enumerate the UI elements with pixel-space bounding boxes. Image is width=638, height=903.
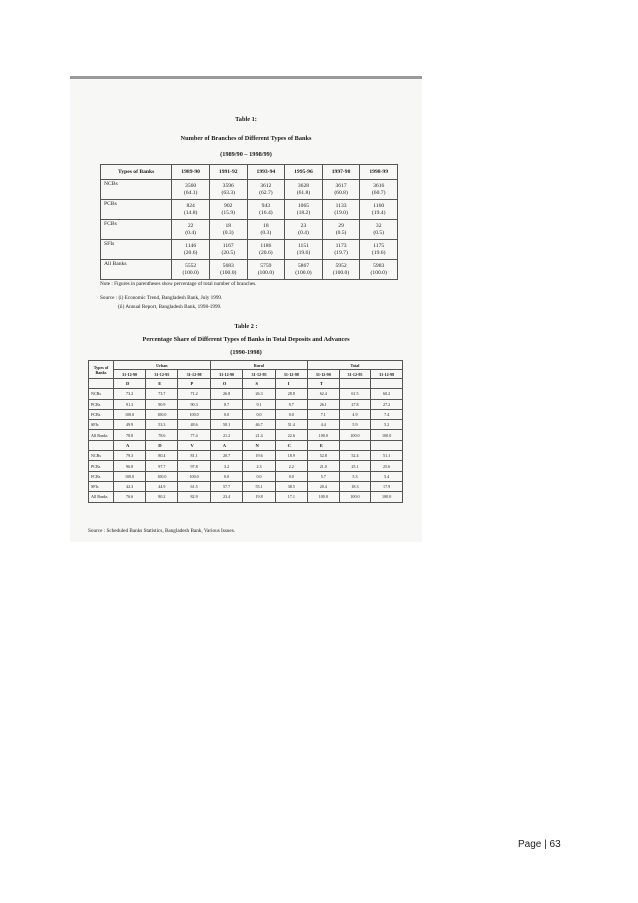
branch-count: 1167 [222,243,234,249]
advance-share: 38.5 [275,481,307,491]
deposit-share: 0.0 [243,409,275,419]
advance-row [89,481,403,491]
branches-header-year: 1995-96 [285,165,323,180]
branch-percent: (15.9) [221,209,235,216]
deposit-share: 71.2 [178,389,210,399]
bank-type-label: SFIs [101,240,172,260]
deposit-share: 22.6 [275,430,307,440]
group-rural: Rural [210,361,307,370]
deposit-share: 49.9 [114,420,146,430]
branch-count: 943 [261,203,271,209]
deposit-share: 9.7 [275,399,307,409]
advance-share: 18.3 [339,481,371,491]
deposit-letter: P [178,379,210,389]
advance-share: 100.0 [146,471,178,481]
table1-source-1: Source : (i) Economic Trend, Bangladesh Bank, July 1999. [100,295,223,301]
deposit-row [89,420,403,430]
bank-type-label: SFIs [89,481,114,491]
date-header: 31-12-95 [243,370,275,379]
deposit-share: 8.7 [210,399,243,409]
advance-share: 97.7 [146,461,178,471]
date-header: 31-12-95 [339,370,371,379]
advance-row [89,451,403,461]
advance-letter: E [307,440,339,450]
branches-cell [285,180,323,200]
advance-letter: N [243,440,275,450]
table1-period: (1989/90 – 1998/99) [220,151,272,158]
bank-type-label: SFIs [89,420,114,430]
deposit-row [89,399,403,409]
advance-share: 96.8 [114,461,146,471]
date-header: 31-12-98 [371,370,403,379]
branches-header-year: 1991-92 [209,165,247,180]
branch-percent: (16.4) [259,209,273,216]
page-number: Page | 63 [518,839,561,850]
advance-letter: C [275,440,307,450]
branch-count: 5952 [335,263,347,269]
branch-count: 5552 [185,263,197,269]
advance-row [89,461,403,471]
deposit-share: 0.0 [210,409,243,419]
bank-type-label: PCBs [89,461,114,471]
branches-header-year: 1998-99 [360,165,398,180]
advance-share: 80.2 [146,492,178,502]
branch-percent: (20.6) [183,249,198,256]
advance-share: 17.1 [275,492,307,502]
branches-cell [360,260,398,280]
advance-row [89,492,403,502]
date-header: 31-12-90 [210,370,243,379]
branches-cell [247,180,285,200]
branches-cell [247,200,285,220]
deposit-share: 46.7 [243,420,275,430]
branch-count: 3617 [335,183,347,189]
advance-letter [371,440,403,450]
advance-letter [339,440,371,450]
deposit-share: 5.2 [371,420,403,430]
date-header: 31-12-90 [114,370,146,379]
branches-cell [360,180,398,200]
deposit-share: 100.0 [339,430,371,440]
branches-cell [172,200,210,220]
deposit-share: 7.1 [307,409,339,419]
branches-cell [322,260,360,280]
branches-row [101,180,398,200]
deposit-share: 26.3 [243,389,275,399]
branches-cell [360,240,398,260]
branch-percent: (0.5) [335,229,347,236]
branch-percent: (64.1) [183,189,198,196]
table1-title: Number of Branches of Different Types of Banks [180,135,312,142]
advance-share: 25.1 [339,461,371,471]
branches-cell [172,220,210,240]
advance-letter: A [114,440,146,450]
deposit-share: 100.0 [307,430,339,440]
branches-cell [247,240,285,260]
deposits-advances-table [88,360,403,503]
branch-count: 1065 [297,203,310,209]
advance-share: 5.3 [339,471,371,481]
advance-share: 61.5 [178,481,210,491]
advance-share: 18.9 [275,451,307,461]
advance-share: 100.0 [339,492,371,502]
branches-cell [285,200,323,220]
branches-cell [285,220,323,240]
bank-type-label: PCBs [89,399,114,409]
deposit-share: 28.8 [275,389,307,399]
bank-type-label: NCBs [101,180,172,200]
advance-share: 100.0 [114,471,146,481]
group-urban: Urban [114,361,211,370]
branch-count: 18 [263,223,269,229]
branch-count: 902 [224,203,233,209]
advance-share: 0.0 [275,471,307,481]
section-blank [89,379,114,389]
advance-letter: V [178,440,210,450]
advance-share: 100.0 [307,492,339,502]
branch-percent: (20.5) [221,249,235,256]
deposit-share: 60.2 [371,389,403,399]
branch-count: 3560 [185,183,197,189]
deposit-share: 62.4 [307,389,339,399]
branches-cell [360,200,398,220]
branch-count: 3628 [297,183,310,189]
branch-count: 5683 [222,263,234,269]
bank-type-label: All Banks [101,260,172,280]
deposit-share: 100.0 [146,409,178,419]
branch-count: 1146 [185,243,197,249]
deposit-share: 78.6 [146,430,178,440]
bank-type-label: NCBs [89,451,114,461]
branches-cell [172,180,210,200]
advance-share: 21.0 [307,461,339,471]
branch-percent: (19.6) [296,249,311,256]
advance-share: 2.2 [275,461,307,471]
deposit-share: 27.8 [339,399,371,409]
branch-count: 5983 [373,263,385,269]
bank-type-label: NCBs [89,389,114,399]
branches-row [101,260,398,280]
branch-percent: (19.7) [334,249,348,256]
branch-count: 1173 [335,243,347,249]
deposit-share: 90.9 [146,399,178,409]
branch-percent: (100.0) [257,269,274,276]
deposit-share: 4.9 [339,409,371,419]
branches-cell [247,220,285,240]
table2-period: (1990-1998) [230,349,262,356]
advance-share: 79.3 [114,451,146,461]
branch-percent: (0.4) [298,229,309,236]
deposit-share: 21.4 [243,430,275,440]
table1-number: Table 1: [235,116,257,123]
branch-percent: (18.2) [296,209,311,216]
deposit-share: 73.2 [114,389,146,399]
advance-share: 97.8 [178,461,210,471]
bank-type-label: FCBs [89,471,114,481]
branches-cell [247,260,285,280]
advance-share: 3.2 [210,461,243,471]
branches-cell [209,240,247,260]
deposit-letter [339,379,371,389]
deposit-share: 50.1 [210,420,243,430]
branch-count: 5867 [297,263,310,269]
branch-count: 3612 [260,183,272,189]
advance-share: 20.7 [210,451,243,461]
deposit-row [89,409,403,419]
branch-percent: (62.7) [259,189,273,196]
deposit-letter: E [146,379,178,389]
branches-header-types: Types of Banks [101,165,172,180]
top-rule [70,76,422,79]
advance-letter: D [146,440,178,450]
branch-count: 3616 [373,183,385,189]
deposit-share: 73.7 [146,389,178,399]
advance-share: 100.0 [178,471,210,481]
deposit-share: 90.3 [178,399,210,409]
branch-percent: (0.4) [185,229,196,236]
bank-type-label: PCBs [101,200,172,220]
branch-count: 824 [186,203,195,209]
advance-share: 51.1 [371,451,403,461]
advance-share: 80.4 [146,451,178,461]
branch-count: 3596 [222,183,234,189]
branch-percent: (14.8) [183,209,198,216]
branch-percent: (63.3) [221,189,235,196]
advance-share: 44.9 [146,481,178,491]
branch-percent: (100.0) [220,269,237,276]
scanned-page-image [70,76,422,542]
bank-type-label: FCBs [101,220,172,240]
table2-source: Source : Scheduled Banks Statistics, Bangladesh Bank, Various Issues. [88,528,236,534]
advance-section-row [89,440,403,450]
advance-row [89,471,403,481]
deposit-share: 0.0 [275,409,307,419]
advance-share: 42.3 [114,481,146,491]
advance-letter: A [210,440,243,450]
advance-share: 25.6 [371,461,403,471]
branch-percent: (0.3) [222,229,234,236]
table1-source-2: (ii) Annual Report, Bangladesh Bank, 1998-1999. [118,304,222,310]
date-header: 31-12-98 [178,370,210,379]
deposit-share: 21.2 [210,430,243,440]
deposit-row [89,389,403,399]
date-header: 31-12-90 [307,370,339,379]
advance-share: 23.4 [210,492,243,502]
branch-count: 18 [225,223,232,229]
deposit-share: 7.4 [371,409,403,419]
deposit-share: 91.3 [114,399,146,409]
deposit-letter [371,379,403,389]
branches-cell [285,260,323,280]
table2-number: Table 2 : [234,323,258,330]
deposit-letter: O [210,379,243,389]
bank-type-label: All Banks [89,430,114,440]
branch-percent: (100.0) [295,269,312,276]
section-blank [89,440,114,450]
deposit-share: 26.8 [210,389,243,399]
branches-table-header [101,165,398,180]
branches-table [100,164,398,280]
deposit-letter: D [114,379,146,389]
branches-cell [360,220,398,240]
branch-count: 23 [300,223,307,229]
advance-share: 0.0 [243,471,275,481]
branches-cell [322,240,360,260]
advance-share: 19.6 [243,451,275,461]
branches-row [101,220,398,240]
table2-group-header [89,361,403,370]
branch-percent: (0.3) [260,229,272,236]
deposit-share: 26.1 [307,399,339,409]
table2-date-header [89,370,403,379]
branch-count: 22 [187,223,194,229]
branches-header-year: 1993-94 [247,165,285,180]
deposit-share: 4.4 [307,420,339,430]
branches-cell [322,220,360,240]
advance-share: 5.4 [371,471,403,481]
deposit-letter: S [243,379,275,389]
advance-share: 55.1 [243,481,275,491]
deposit-letter: I [275,379,307,389]
branches-cell [209,220,247,240]
branches-cell [209,180,247,200]
branches-cell [322,180,360,200]
branch-count: 1160 [373,203,385,209]
branches-cell [322,200,360,220]
deposit-section-row [89,379,403,389]
branch-count: 1175 [373,243,385,249]
bank-type-label: All Banks [89,492,114,502]
deposit-share: 77.4 [178,430,210,440]
branch-percent: (61.8) [296,189,311,196]
branches-cell [172,240,210,260]
deposit-share: 5.9 [339,420,371,430]
date-header: 31-12-95 [146,370,178,379]
branch-percent: (60.7) [371,189,386,196]
branch-percent: (19.4) [371,209,386,216]
table2-row-header: Types of Banks [89,361,114,379]
advance-share: 19.8 [243,492,275,502]
branch-count: 1133 [335,203,347,209]
table1-note: Note : Figures in parentheses show percentage of total number of branches. [100,281,257,287]
advance-share: 0.0 [210,471,243,481]
branch-percent: (19.6) [371,249,386,256]
branches-header-year: 1989-90 [172,165,210,180]
deposit-share: 9.1 [243,399,275,409]
advance-share: 81.1 [178,451,210,461]
advance-share: 57.7 [210,481,243,491]
branches-row [101,200,398,220]
branches-header-year: 1997-98 [322,165,360,180]
table2-title: Percentage Share of Different Types of Banks in Total Deposits and Advances [142,336,350,343]
branch-count: 1186 [260,243,272,249]
branches-row [101,240,398,260]
branch-count: 5759 [260,263,272,269]
branches-cell [172,260,210,280]
branch-percent: (100.0) [332,269,350,276]
deposit-share: 48.6 [178,420,210,430]
group-total: Total [307,361,402,370]
advance-share: 20.4 [307,481,339,491]
branch-count: 29 [338,223,344,229]
bank-type-label: FCBs [89,409,114,419]
advance-share: 76.6 [114,492,146,502]
advance-share: 2.3 [243,461,275,471]
branches-cell [209,260,247,280]
deposit-share: 27.2 [371,399,403,409]
branch-percent: (100.0) [182,269,199,276]
deposit-share: 100.0 [371,430,403,440]
deposit-share: 78.8 [114,430,146,440]
deposit-share: 100.0 [178,409,210,419]
branches-cell [285,240,323,260]
branch-percent: (19.0) [334,209,348,216]
branches-cell [209,200,247,220]
branch-percent: (100.0) [370,269,387,276]
branch-percent: (60.8) [334,189,348,196]
advance-share: 52.4 [339,451,371,461]
advance-share: 52.8 [307,451,339,461]
branch-count: 1151 [297,243,309,249]
deposit-letter: T [307,379,339,389]
branch-percent: (0.5) [373,229,385,236]
deposit-share: 100.0 [114,409,146,419]
deposit-share: 53.3 [146,420,178,430]
advance-share: 100.0 [371,492,403,502]
advance-share: 82.9 [178,492,210,502]
branch-count: 32 [375,223,382,229]
deposit-row [89,430,403,440]
advance-share: 17.9 [371,481,403,491]
branch-percent: (20.6) [259,249,273,256]
deposit-share: 51.4 [275,420,307,430]
advance-share: 5.7 [307,471,339,481]
deposit-share: 61.5 [339,389,371,399]
date-header: 31-12-98 [275,370,307,379]
